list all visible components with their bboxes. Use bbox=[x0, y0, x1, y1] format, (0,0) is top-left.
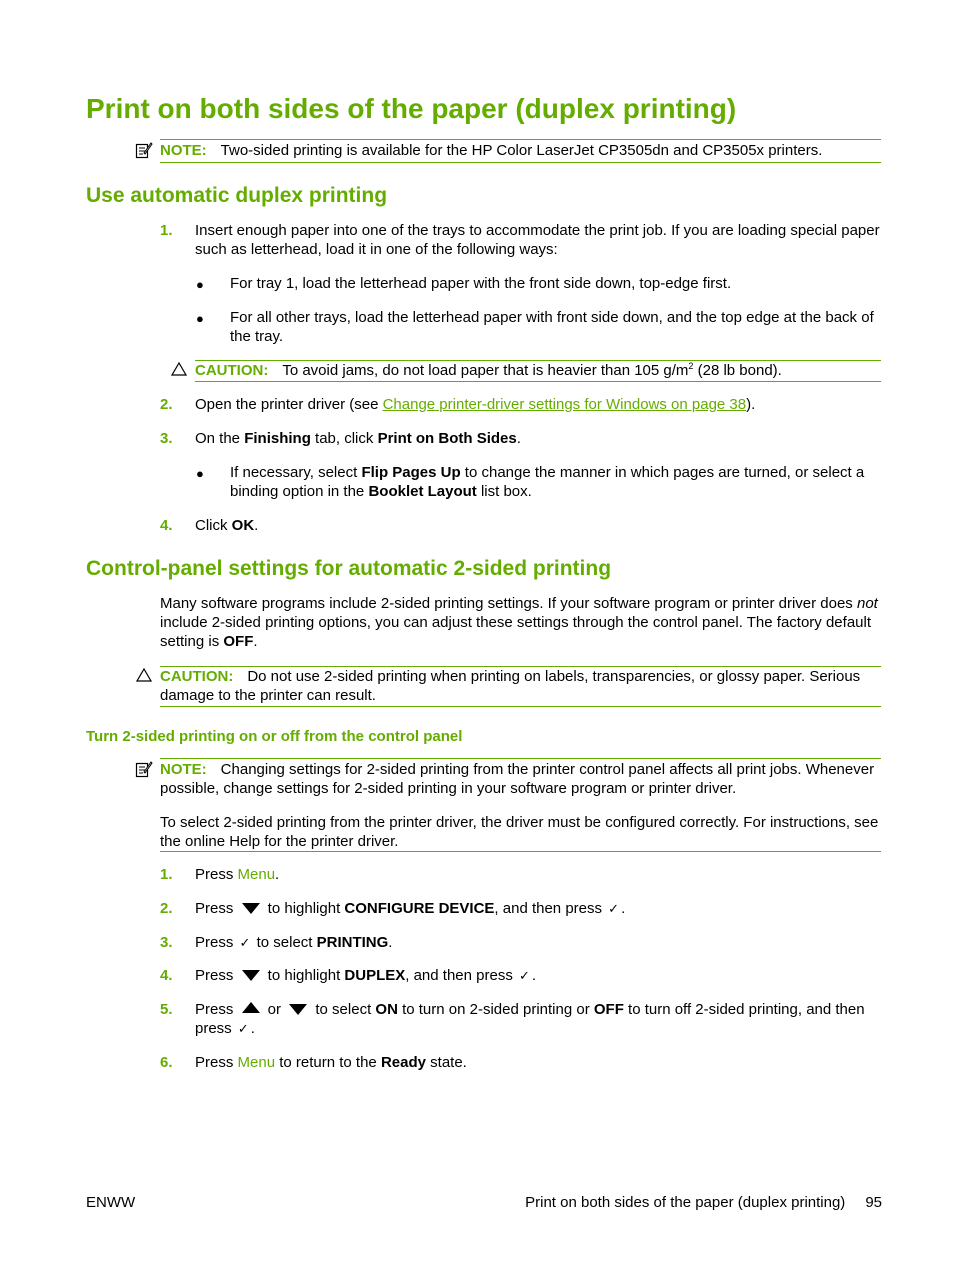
step-number: 5. bbox=[160, 1001, 173, 1018]
caution-box bbox=[195, 360, 881, 382]
text: Press bbox=[195, 934, 238, 951]
text: or bbox=[263, 1001, 286, 1018]
caution-text: Do not use 2-sided printing when printing on labels, transparencies, or glossy paper. Serious damage to the printer can result. bbox=[160, 668, 861, 704]
down-arrow-icon bbox=[289, 1004, 307, 1015]
bullet-text: For tray 1, load the letterhead paper with the front side down, top-edge first. bbox=[230, 275, 732, 292]
text: Press bbox=[195, 967, 238, 984]
bold-text: Flip Pages Up bbox=[361, 464, 461, 481]
step-text bbox=[195, 899, 885, 918]
footer-title: Print on both sides of the paper (duplex printing) bbox=[525, 1194, 846, 1211]
checkmark-icon: ✓ bbox=[237, 1021, 249, 1036]
text: to turn on 2-sided printing or bbox=[397, 1001, 594, 1018]
step-text bbox=[195, 429, 885, 448]
down-arrow-icon bbox=[242, 903, 260, 914]
step-number: 3. bbox=[160, 934, 173, 951]
down-arrow-icon bbox=[242, 970, 260, 981]
caution-label: CAUTION: bbox=[195, 362, 269, 379]
step-number: 2. bbox=[160, 396, 173, 413]
section-heading-control-panel: Control-panel settings for automatic 2-sided printing bbox=[86, 557, 612, 580]
paragraph bbox=[160, 594, 885, 651]
driver-settings-link[interactable]: Change printer-driver settings for Windows on page 38 bbox=[382, 396, 747, 413]
note-text: Changing settings for 2-sided printing from the printer control panel affects all print jobs. Whenever possible, change settings for 2-sided printing in your software program or printer driver. bbox=[160, 761, 875, 797]
note-label: NOTE: bbox=[160, 761, 207, 778]
text: . bbox=[250, 1020, 255, 1037]
text: Press bbox=[195, 1054, 238, 1071]
caution-triangle-icon bbox=[136, 668, 152, 687]
text: Press bbox=[195, 900, 238, 917]
step-number: 1. bbox=[160, 222, 173, 239]
text: . bbox=[253, 633, 258, 650]
text: , and then press bbox=[494, 900, 607, 917]
text: . bbox=[275, 866, 280, 883]
caution-label: CAUTION: bbox=[160, 668, 234, 685]
bold-text: OFF bbox=[223, 633, 254, 650]
step-number: 4. bbox=[160, 967, 173, 984]
bold-text: OK bbox=[231, 517, 255, 534]
text: . bbox=[388, 934, 393, 951]
subsection-heading: Turn 2-sided printing on or off from the control panel bbox=[86, 728, 463, 745]
bold-text: Finishing bbox=[244, 430, 311, 447]
bold-text: OFF bbox=[593, 1001, 624, 1018]
step-text bbox=[195, 395, 885, 414]
menu-button-label: Menu bbox=[237, 866, 276, 883]
bold-text: ON bbox=[375, 1001, 398, 1018]
bold-text: Print on Both Sides bbox=[377, 430, 517, 447]
step-text bbox=[195, 1000, 885, 1038]
text: . bbox=[621, 900, 626, 917]
note-box bbox=[160, 139, 881, 163]
text: . bbox=[254, 517, 259, 534]
text: to return to the bbox=[275, 1054, 381, 1071]
step-number: 3. bbox=[160, 430, 173, 447]
text: . bbox=[516, 430, 521, 447]
text: to change the manner in which pages are turned, or select a binding option in the bbox=[230, 464, 865, 500]
checkmark-icon: ✓ bbox=[239, 935, 251, 950]
bold-text: DUPLEX bbox=[344, 967, 406, 984]
text: state. bbox=[425, 1054, 467, 1071]
menu-button-label: Menu bbox=[237, 1054, 276, 1071]
footer-right bbox=[525, 1193, 882, 1212]
text: On the bbox=[195, 430, 245, 447]
text: tab, click bbox=[310, 430, 378, 447]
text: to select bbox=[252, 934, 317, 951]
step-text: Insert enough paper into one of the trays to accommodate the print job. If you are loading special paper such as letterhead, load it in one of the following ways: bbox=[195, 222, 880, 258]
bold-text: Ready bbox=[380, 1054, 426, 1071]
text: , and then press bbox=[405, 967, 517, 984]
text: If necessary, select bbox=[230, 464, 362, 481]
step-text bbox=[195, 933, 885, 952]
bullet-text bbox=[230, 463, 885, 501]
text: list box. bbox=[476, 483, 532, 500]
step-text bbox=[195, 1053, 885, 1072]
bullet-icon: ● bbox=[196, 277, 204, 292]
note-paragraph: To select 2-sided printing from the printer driver, the driver must be configured correctly. For instructions, see the online Help for the printer driver. bbox=[160, 814, 879, 850]
step-number: 2. bbox=[160, 900, 173, 917]
note-label: NOTE: bbox=[160, 142, 207, 159]
note-box bbox=[160, 758, 881, 852]
text: . bbox=[531, 967, 537, 984]
checkmark-icon: ✓ bbox=[608, 901, 620, 916]
caution-text-end: (28 lb bond). bbox=[693, 362, 782, 379]
caution-text: To avoid jams, do not load paper that is heavier than 105 g/m bbox=[282, 362, 689, 379]
bullet-icon: ● bbox=[196, 466, 204, 481]
step-number: 6. bbox=[160, 1054, 173, 1071]
step-text bbox=[195, 966, 885, 985]
bullet-icon: ● bbox=[196, 311, 204, 326]
text: to select bbox=[311, 1001, 376, 1018]
page-title: Print on both sides of the paper (duplex printing) bbox=[86, 93, 737, 124]
text: Press bbox=[195, 866, 238, 883]
step-text bbox=[195, 516, 885, 535]
step-number: 1. bbox=[160, 866, 173, 883]
caution-triangle-icon bbox=[171, 362, 187, 381]
footer-left: ENWW bbox=[86, 1194, 136, 1211]
section-heading-automatic-duplex: Use automatic duplex printing bbox=[86, 184, 388, 207]
bold-text: CONFIGURE DEVICE bbox=[344, 900, 495, 917]
text: ). bbox=[746, 396, 756, 413]
text: include 2-sided printing options, you can adjust these settings through the control panel. The factory default setting is bbox=[160, 614, 872, 650]
text: to highlight bbox=[263, 900, 345, 917]
italic-text: not bbox=[856, 595, 878, 612]
up-arrow-icon bbox=[242, 1002, 260, 1013]
step-text bbox=[195, 865, 885, 884]
bold-text: PRINTING bbox=[316, 934, 389, 951]
checkmark-icon: ✓ bbox=[519, 968, 530, 983]
page-number: 95 bbox=[865, 1194, 882, 1211]
text: Press bbox=[195, 1001, 238, 1018]
note-icon bbox=[135, 760, 153, 783]
text: Open the printer driver (see bbox=[195, 396, 383, 413]
note-icon bbox=[135, 141, 153, 164]
bold-text: Booklet Layout bbox=[368, 483, 477, 500]
text: Click bbox=[195, 517, 232, 534]
text: Many software programs include 2-sided printing settings. If your software program or printer driver does bbox=[160, 595, 857, 612]
text: to turn off 2-sided printing, and then press bbox=[195, 1001, 865, 1037]
step-number: 4. bbox=[160, 517, 173, 534]
superscript: 2 bbox=[688, 361, 694, 371]
caution-box bbox=[160, 666, 881, 707]
text: to highlight bbox=[263, 967, 345, 984]
note-text: Two-sided printing is available for the HP Color LaserJet CP3505dn and CP3505x printers. bbox=[220, 142, 823, 159]
bullet-text: For all other trays, load the letterhead paper with front side down, and the top edge at the back of the tray. bbox=[230, 309, 874, 345]
